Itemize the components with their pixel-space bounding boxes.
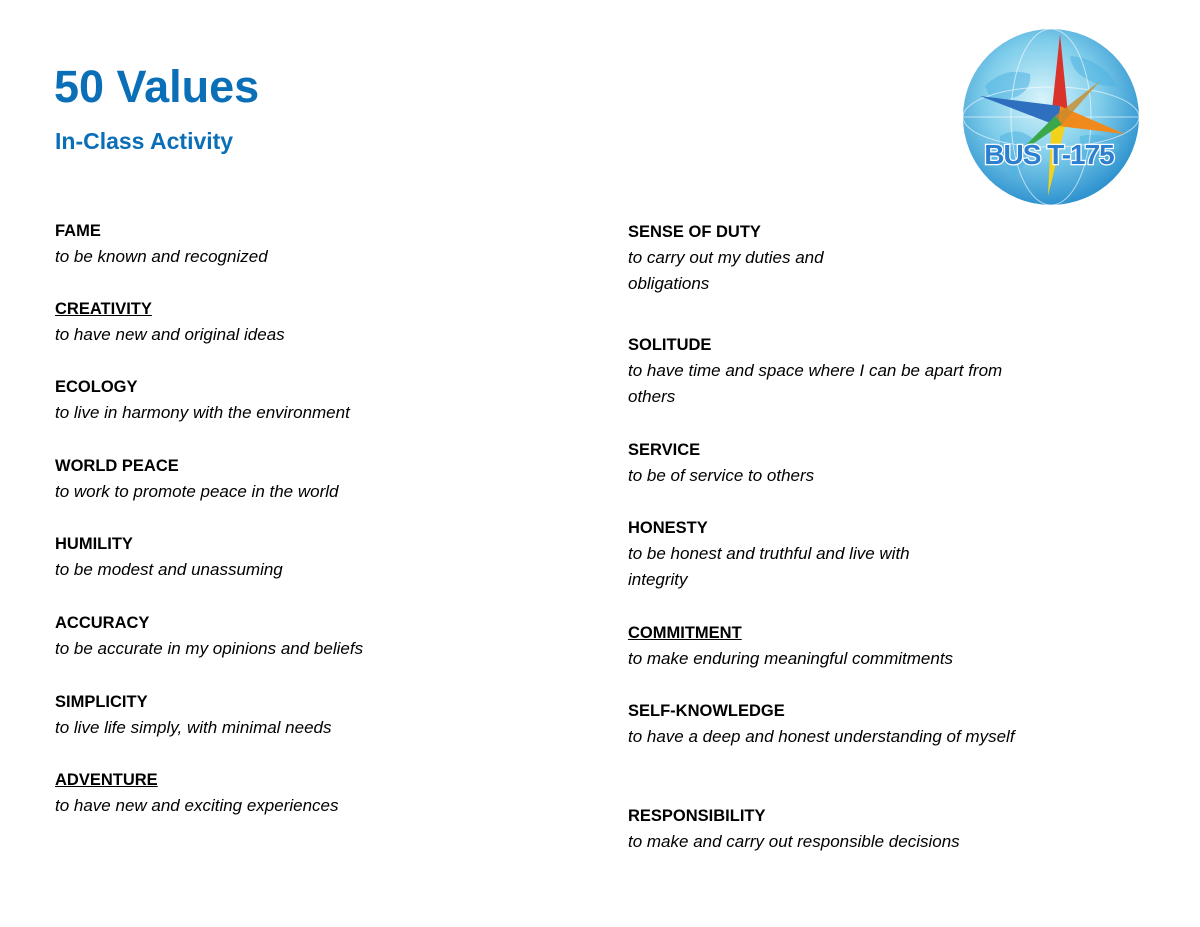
value-entry <box>55 767 455 819</box>
value-description: to be honest and truthful and live with integrity <box>628 544 910 589</box>
value-description: to have new and original ideas <box>55 325 285 344</box>
value-entry <box>628 803 1028 855</box>
value-description: to have new and exciting experiences <box>55 796 339 815</box>
value-entry <box>55 218 455 270</box>
value-entry <box>55 531 455 583</box>
value-name: SIMPLICITY <box>55 693 148 711</box>
value-name: SENSE OF DUTY <box>628 223 761 241</box>
value-name: COMMITMENT <box>628 624 742 642</box>
value-description: to have a deep and honest understanding of myself <box>628 727 1015 746</box>
value-description: to carry out my duties and obligations <box>628 248 824 293</box>
value-description: to make enduring meaningful commitments <box>628 649 954 668</box>
value-name: CREATIVITY <box>55 300 152 318</box>
value-name: FAME <box>55 222 101 240</box>
value-entry <box>55 689 455 741</box>
value-description: to be of service to others <box>628 466 815 485</box>
value-description: to be accurate in my opinions and beliefs <box>55 639 364 658</box>
value-entry <box>628 698 1028 750</box>
value-name: SOLITUDE <box>628 336 712 354</box>
value-name: ADVENTURE <box>55 771 158 789</box>
page-subtitle: In-Class Activity <box>55 128 234 154</box>
value-entry <box>628 219 1028 297</box>
value-name: ACCURACY <box>55 614 150 632</box>
value-name: HUMILITY <box>55 535 133 553</box>
value-entry <box>628 620 1028 672</box>
value-name: HONESTY <box>628 519 708 537</box>
value-entry <box>55 453 455 505</box>
value-name: WORLD PEACE <box>55 457 179 475</box>
logo-text: BUS T-175 <box>984 139 1114 170</box>
value-name: SERVICE <box>628 441 701 459</box>
value-description: to be known and recognized <box>55 247 268 266</box>
value-name: RESPONSIBILITY <box>628 807 766 825</box>
value-entry <box>55 610 455 662</box>
compass-globe-logo-icon <box>960 26 1142 208</box>
value-description: to make and carry out responsible decisions <box>628 832 960 851</box>
value-description: to have time and space where I can be apart from others <box>628 361 1003 406</box>
value-name: SELF-KNOWLEDGE <box>628 702 785 720</box>
value-entry <box>628 515 1028 593</box>
value-description: to be modest and unassuming <box>55 560 283 579</box>
value-entry <box>628 437 1028 489</box>
value-description: to work to promote peace in the world <box>55 482 339 501</box>
value-entry <box>55 374 455 426</box>
page-title: 50 Values <box>54 61 260 112</box>
value-description: to live life simply, with minimal needs <box>55 718 332 737</box>
value-description: to live in harmony with the environment <box>55 403 350 422</box>
value-name: ECOLOGY <box>55 378 138 396</box>
value-entry <box>628 332 1028 410</box>
value-entry <box>55 296 455 348</box>
